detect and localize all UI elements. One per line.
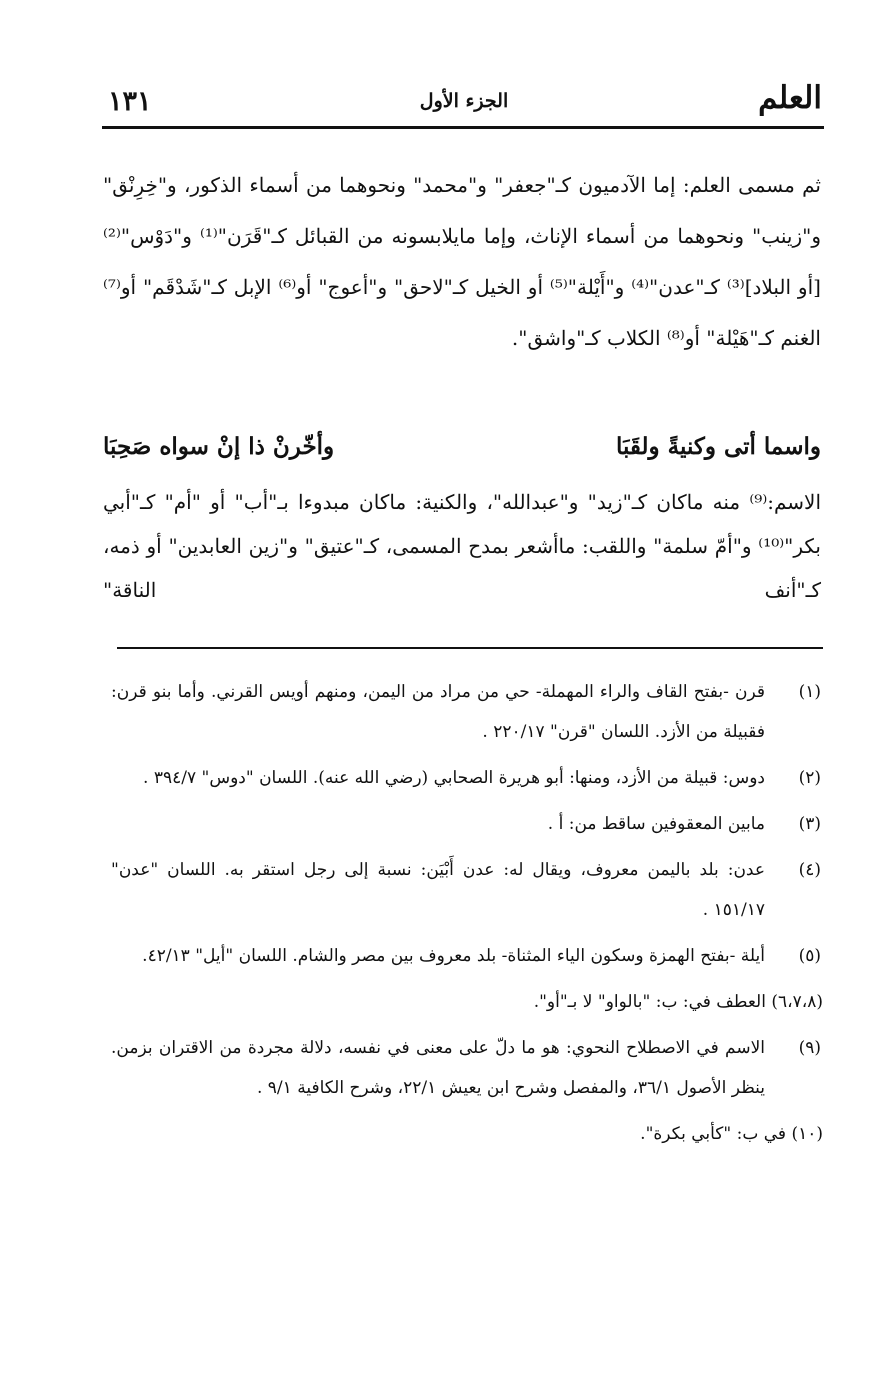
footnote-text: في ب: "كأبي بكرة".: [640, 1124, 787, 1144]
running-header: [100, 78, 828, 126]
part-label: الجزء الأول: [419, 90, 509, 112]
footnote-number: (١): [798, 682, 821, 702]
verse-first-hemistich: واسما أتى وكنيةً ولقَبَا: [615, 433, 821, 460]
footnote: [111, 982, 823, 1022]
footnote-text: أيلة -بفتح الهمزة وسكون الياء المثناة- بلد معروف بين مصر والشام. اللسان "أيل" ٤٢/١٣.: [142, 946, 765, 966]
body-paragraph-2: الاسم:⁽⁹⁾ منه ماكان كـ"زيد" و"عبدالله"، والكنية: ماكان مبدوءا بـ"أب" أو "أم" كـ"أبي بكر"⁽¹⁰⁾ و"أمّ سلمة" واللقب: ماأشعر بمدح المسمى، كـ"عتيق" و"زين العابدين" أو ذمه، كـ"أنف الناقة": [103, 490, 821, 602]
page-number: ١٣١: [108, 86, 152, 117]
footnote: [111, 1028, 823, 1108]
footnote-text: عدن: بلد باليمن معروف، ويقال له: عدن أَبْيَن: نسبة إلى رجل استقر به. اللسان "عدن" ١٥١/١٧ .: [111, 860, 765, 920]
footnote-number: (٩): [798, 1038, 821, 1058]
footnote-number: (١٠): [791, 1124, 823, 1144]
verse-second-hemistich: وأخّرنْ ذا إنْ سواه صَحِبَا: [103, 433, 335, 460]
footnote-text: قرن -بفتح القاف والراء المهملة- حي من مراد من اليمن، ومنهم أويس القرني. وأما بنو قرن: فقبيلة من الأزد. اللسان "قرن" ٢٢٠/١٧ .: [111, 682, 765, 742]
chapter-title: العلم: [758, 80, 822, 116]
footnote: [111, 1114, 823, 1154]
header-rule: [102, 126, 824, 129]
footnote-number: (٣): [798, 814, 821, 834]
footnote-separator: [117, 647, 823, 649]
footnote: [111, 672, 823, 752]
footnote: [111, 804, 823, 844]
footnotes: [111, 672, 823, 1160]
footnote-number: (٥): [798, 946, 821, 966]
footnote: [111, 850, 823, 930]
footnote-text: الاسم في الاصطلاح النحوي: هو ما دلّ على معنى في نفسه، دلالة مجردة من الاقتران بزمن. ينظر الأصول ٣٦/١، والمفصل وشرح ابن يعيش ٢٢/١، وشرح الكافية ٩/١ .: [111, 1038, 765, 1098]
footnote-text: العطف في: ب: "بالواو" لا بـ"أو".: [533, 992, 766, 1012]
footnote-text: مابين المعقوفين ساقط من: أ .: [547, 814, 765, 834]
footnote-number: (٦،٧،٨): [771, 992, 823, 1012]
body-paragraph-1: ثم مسمى العلم: إما الآدميون كـ"جعفر" و"محمد" ونحوهما من أسماء الذكور، و"خِرِنْق" و"زينب" ونحوهما من أسماء الإناث، وإما مايلابسونه من القبائل كـ"قَرَن"⁽¹⁾ و"دَوْس"⁽²⁾ [أو البلاد]⁽³⁾ كـ"عدن"⁽⁴⁾ و"أَيْلة"⁽⁵⁾ أو الخيل كـ"لاحق" و"أعوج" أو⁽⁶⁾ الإبل كـ"شَدْقَم" أو⁽⁷⁾ الغنم كـ"هَيْلة" أو⁽⁸⁾ الكلاب كـ"واشق".: [103, 173, 821, 350]
footnote-number: (٤): [798, 860, 821, 880]
footnote-number: (٢): [798, 768, 821, 788]
footnote-text: دوس: قبيلة من الأزد، ومنها: أبو هريرة الصحابي (رضي الله عنه). اللسان "دوس" ٣٩٤/٧ .: [143, 768, 765, 788]
poetry-verse: [103, 425, 821, 473]
footnote: [111, 758, 823, 798]
footnote: [111, 936, 823, 976]
